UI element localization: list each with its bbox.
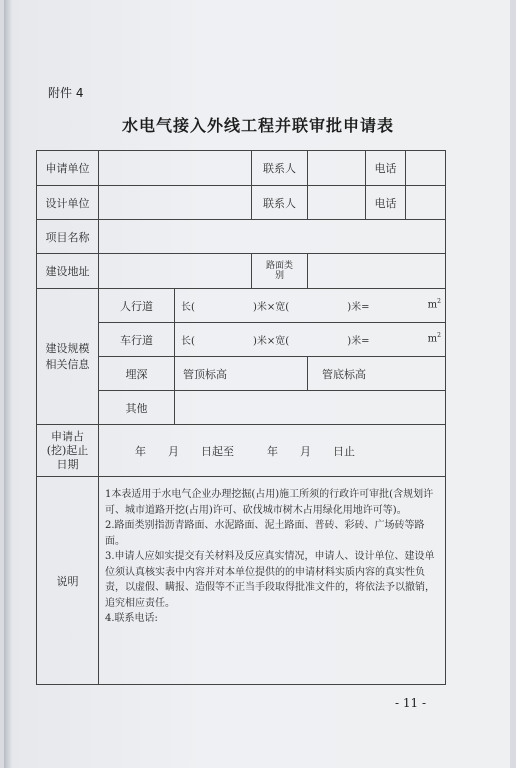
phone-label: 电话	[366, 151, 406, 186]
remarks-label: 说明	[37, 477, 99, 685]
table-row	[37, 254, 446, 289]
area-eq: )米=	[347, 336, 370, 347]
scale-info-label: 建设规模相关信息	[37, 289, 99, 425]
applicant-field[interactable]	[99, 151, 252, 186]
project-name-label: 项目名称	[37, 220, 99, 254]
contact-field-2[interactable]	[308, 186, 366, 220]
sidewalk-label: 人行道	[99, 289, 175, 323]
table-row	[37, 357, 446, 391]
phone-field[interactable]	[406, 151, 446, 186]
width-mid: )米×宽(	[253, 302, 290, 313]
area-unit: $m^2$	[427, 298, 441, 311]
note-4: 4.联系电话:	[105, 613, 158, 624]
table-row	[37, 289, 446, 323]
sidewalk-dims[interactable]	[175, 289, 446, 323]
other-label: 其他	[99, 391, 175, 425]
project-name-field[interactable]	[99, 220, 446, 254]
remarks-content	[99, 477, 446, 685]
area-unit: $m^2$	[427, 332, 441, 345]
attachment-label: 附件 4	[48, 86, 84, 100]
build-address-field[interactable]	[99, 254, 252, 289]
table-row	[37, 151, 446, 186]
application-form-table	[36, 150, 446, 685]
table-row	[37, 186, 446, 220]
occupy-date-field[interactable]: 年 月 日起至 年 月 日止	[99, 425, 446, 477]
table-row	[37, 391, 446, 425]
length-open: 长(	[181, 336, 195, 347]
design-unit-field[interactable]	[99, 186, 252, 220]
road-type-label: 路面类别	[252, 254, 308, 289]
applicant-label: 申请单位	[37, 151, 99, 186]
width-mid: )米×宽(	[253, 336, 290, 347]
contact-label-2: 联系人	[252, 186, 308, 220]
note-1: 1本表适用于水电气企业办理挖掘(占用)施工所须的行政许可审批(含规划许可、城市道路开挖(占用)许可、砍伐城市树木占用绿化用地许可等)。	[105, 489, 434, 516]
note-3: 3.申请人应如实提交有关材料及反应真实情况，申请人、设计单位、建设单位须认真核实表中内容并对本单位提供的的申请材料实质内容的真实性负责，以虚假、瞒报、造假等不正当手段取得批准文件的，将依法予以撤销，追究相应责任。	[105, 551, 435, 609]
design-unit-label: 设计单位	[37, 186, 99, 220]
contact-label: 联系人	[252, 151, 308, 186]
roadway-dims[interactable]	[175, 323, 446, 357]
table-row	[37, 425, 446, 477]
length-open: 长(	[181, 302, 195, 313]
table-row	[37, 323, 446, 357]
page-number: - 11 -	[395, 696, 427, 710]
pipe-bottom-elevation[interactable]: 管底标高	[308, 357, 446, 391]
page-title: 水电气接入外线工程并联审批申请表	[121, 116, 394, 135]
area-eq: )米=	[347, 302, 370, 313]
occupy-date-label: 申请占(挖)起止日期	[37, 425, 99, 477]
roadway-label: 车行道	[99, 323, 175, 357]
depth-label: 埋深	[99, 357, 175, 391]
table-row	[37, 477, 446, 685]
pipe-top-elevation[interactable]: 管顶标高	[175, 357, 308, 391]
build-address-label: 建设地址	[37, 254, 99, 289]
other-field[interactable]	[175, 391, 446, 425]
phone-label-2: 电话	[366, 186, 406, 220]
road-type-field[interactable]	[308, 254, 446, 289]
contact-field[interactable]	[308, 151, 366, 186]
note-2: 2.路面类别指沥青路面、水泥路面、泥土路面、普砖、彩砖、广场砖等路面。	[105, 520, 425, 547]
phone-field-2[interactable]	[406, 186, 446, 220]
table-row	[37, 220, 446, 254]
